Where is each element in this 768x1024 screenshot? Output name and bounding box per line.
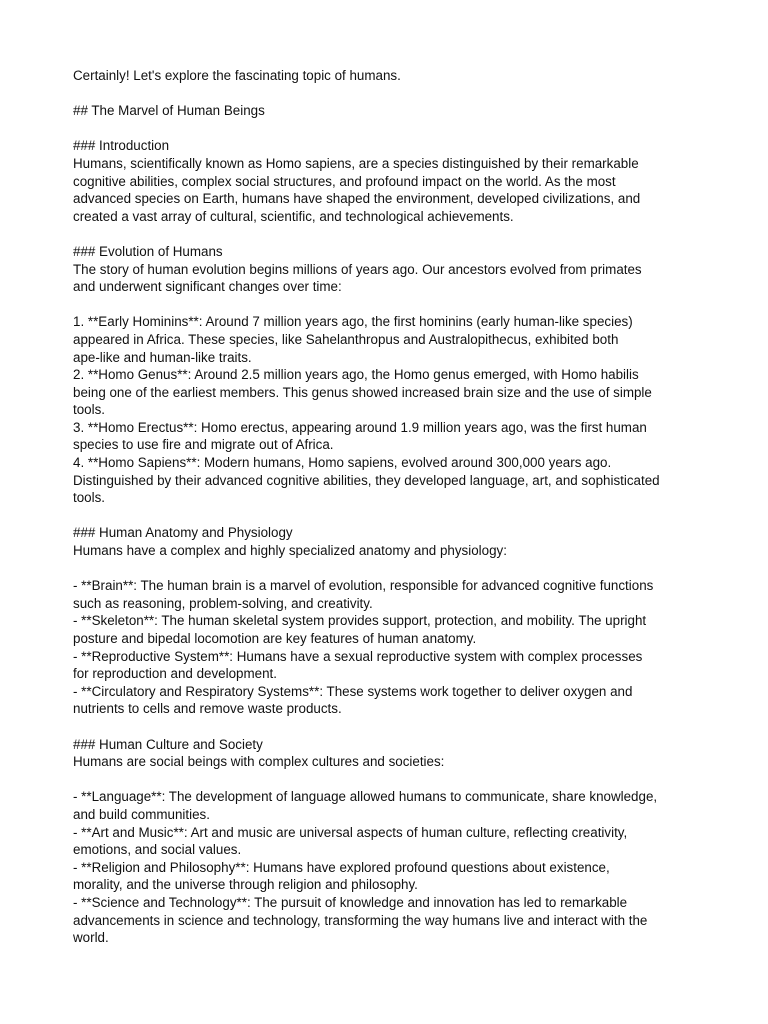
- section-anatomy: [73, 524, 713, 718]
- list-item-line: tools.: [73, 490, 106, 506]
- section-heading: ### Human Anatomy and Physiology: [73, 525, 293, 541]
- section-culture: [73, 736, 713, 947]
- list-item: [73, 612, 713, 647]
- list-item-line: advancements in science and technology, transforming the way humans live and interact with the: [73, 912, 648, 928]
- intro-line: Certainly! Let's explore the fascinating topic of humans.: [73, 68, 401, 83]
- list-item-line: - **Science and Technology**: The pursuit of knowledge and innovation has led to remarkable: [73, 894, 628, 910]
- list-item: [73, 859, 713, 894]
- section-heading: ### Human Culture and Society: [73, 736, 263, 752]
- list-item-line: 1. **Early Hominins**: Around 7 million years ago, the first hominins (early human-like species): [73, 314, 633, 330]
- list-item-line: - **Brain**: The human brain is a marvel of evolution, responsible for advanced cognitive functions: [73, 578, 654, 594]
- list-item: [73, 454, 713, 507]
- spacer: [73, 507, 713, 525]
- list-item: [73, 419, 713, 454]
- list-item: [73, 788, 713, 823]
- document-title: ## The Marvel of Human Beings: [73, 103, 265, 119]
- document-page: [73, 67, 713, 947]
- list-item: [73, 366, 713, 419]
- spacer: [73, 771, 713, 789]
- list-item-line: morality, and the universe through religion and philosophy.: [73, 877, 418, 893]
- paragraph-line: and underwent significant changes over time:: [73, 279, 342, 295]
- paragraph-line: Humans, scientifically known as Homo sapiens, are a species distinguished by their remarkable: [73, 155, 639, 171]
- list-item-line: Distinguished by their advanced cognitive abilities, they developed language, art, and sophisticated: [73, 472, 660, 488]
- list-item-line: nutrients to cells and remove waste products.: [73, 701, 342, 717]
- list-item-line: - **Skeleton**: The human skeletal system provides support, protection, and mobility. The upright: [73, 613, 647, 629]
- list-item-line: tools.: [73, 402, 106, 418]
- list-item-line: species to use fire and migrate out of Africa.: [73, 437, 334, 453]
- list-item-line: - **Art and Music**: Art and music are universal aspects of human culture, reflecting creativity,: [73, 824, 628, 840]
- spacer: [73, 225, 713, 243]
- paragraph-line: cognitive abilities, complex social structures, and profound impact on the world. As the most: [73, 173, 616, 189]
- list-item-line: for reproduction and development.: [73, 666, 277, 682]
- list-item-line: 2. **Homo Genus**: Around 2.5 million years ago, the Homo genus emerged, with Homo habilis: [73, 367, 639, 383]
- list-item-line: 4. **Homo Sapiens**: Modern humans, Homo sapiens, evolved around 300,000 years ago.: [73, 455, 612, 471]
- list-item-line: - **Reproductive System**: Humans have a sexual reproductive system with complex processes: [73, 648, 643, 664]
- section-heading: ### Evolution of Humans: [73, 243, 223, 259]
- spacer: [73, 296, 713, 314]
- list-item-line: and build communities.: [73, 806, 210, 822]
- section-introduction: [73, 137, 713, 225]
- list-item: [73, 313, 713, 366]
- spacer: [73, 560, 713, 578]
- spacer: [73, 85, 713, 103]
- list-item-line: - **Religion and Philosophy**: Humans have explored profound questions about existence,: [73, 859, 610, 875]
- list-item-line: appeared in Africa. These species, like Sahelanthropus and Australopithecus, exhibited both: [73, 331, 619, 347]
- paragraph-line: created a vast array of cultural, scientific, and technological achievements.: [73, 208, 514, 224]
- list-item-line: 3. **Homo Erectus**: Homo erectus, appearing around 1.9 million years ago, was the first human: [73, 419, 647, 435]
- list-item: [73, 577, 713, 612]
- list-item-line: ape-like and human-like traits.: [73, 349, 252, 365]
- section-heading: ### Introduction: [73, 138, 170, 154]
- list-item-line: posture and bipedal locomotion are key features of human anatomy.: [73, 631, 477, 646]
- list-item-line: - **Language**: The development of language allowed humans to communicate, share knowledge,: [73, 789, 658, 805]
- list-item-line: - **Circulatory and Respiratory Systems**: These systems work together to deliver oxygen and: [73, 683, 633, 699]
- spacer: [73, 718, 713, 736]
- list-item-line: emotions, and social values.: [73, 842, 242, 858]
- spacer: [73, 120, 713, 138]
- paragraph-line: The story of human evolution begins millions of years ago. Our ancestors evolved from primates: [73, 261, 642, 277]
- list-item: [73, 648, 713, 683]
- paragraph-line: Humans have a complex and highly specialized anatomy and physiology:: [73, 543, 507, 559]
- list-item: [73, 683, 713, 718]
- section-evolution: [73, 243, 713, 507]
- list-item-line: being one of the earliest members. This genus showed increased brain size and the use of simple: [73, 384, 652, 400]
- paragraph-line: advanced species on Earth, humans have shaped the environment, developed civilizations, and: [73, 191, 641, 207]
- list-item: [73, 894, 713, 947]
- paragraph-line: Humans are social beings with complex cultures and societies:: [73, 754, 445, 770]
- list-item-line: such as reasoning, problem-solving, and creativity.: [73, 595, 373, 611]
- list-item-line: world.: [73, 930, 109, 946]
- list-item: [73, 824, 713, 859]
